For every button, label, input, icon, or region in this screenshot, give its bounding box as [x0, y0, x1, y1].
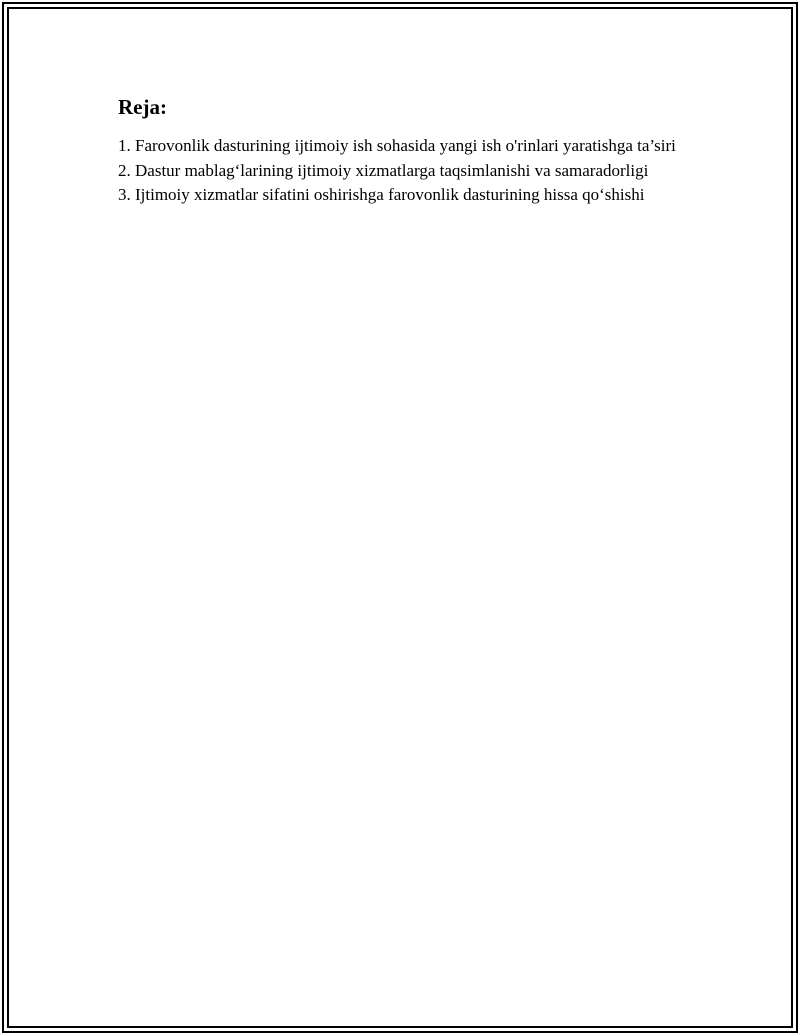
page-title: Reja:	[118, 95, 167, 119]
plan-item-1: 1. Farovonlik dasturining ijtimoiy ish sohasida yangi ish o'rinlari yaratishga ta’siri	[118, 136, 676, 155]
plan-list	[118, 134, 698, 208]
plan-item-3: 3. Ijtimoiy xizmatlar sifatini oshirishga farovonlik dasturining hissa qo‘shishi	[118, 185, 645, 204]
plan-item-2: 2. Dastur mablag‘larining ijtimoiy xizmatlarga taqsimlanishi va samaradorligi	[118, 160, 649, 180]
page-content	[118, 94, 698, 208]
